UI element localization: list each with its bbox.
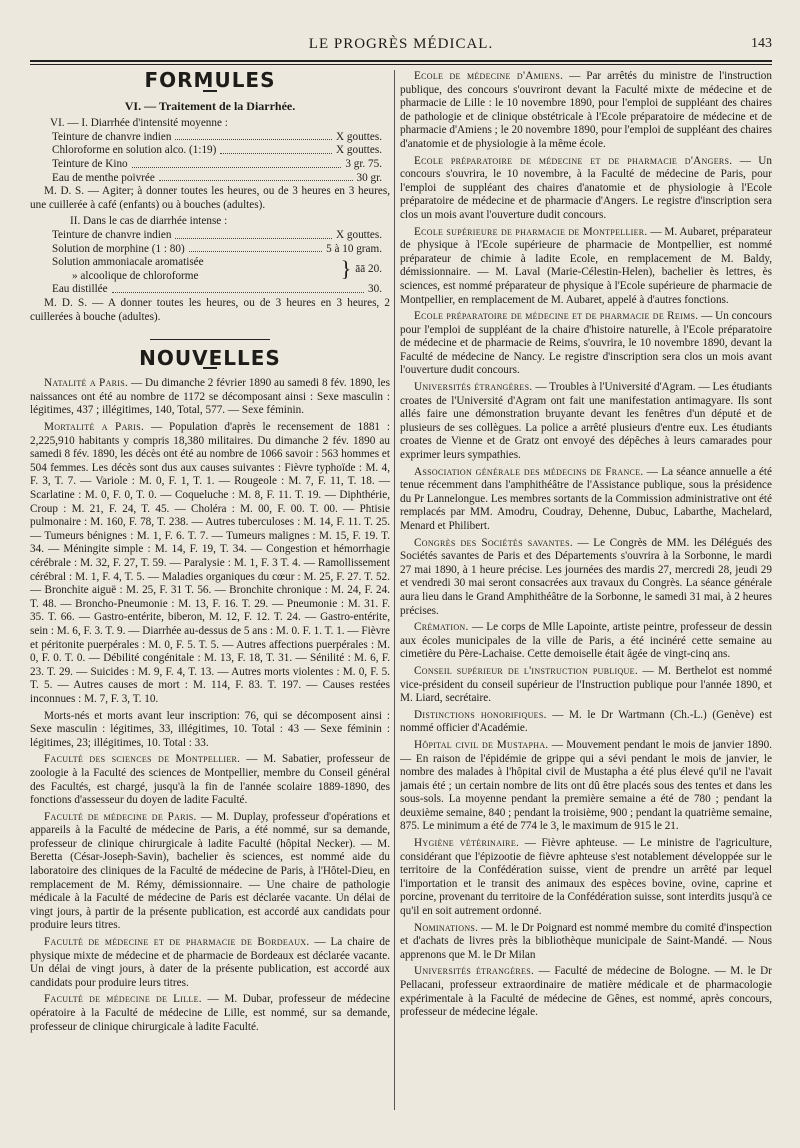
recipe-row (52, 144, 382, 158)
formules-subtitle: VI. — Traitement de la Diarrhée. (124, 98, 296, 113)
right-column (400, 70, 772, 1080)
news-item (400, 665, 772, 706)
news-item (400, 70, 772, 152)
leader-dots (132, 158, 342, 168)
news-text: — Du dimanche 2 février 1890 au samedi 8 fév. 1890, les naissances ont été au nombre de 1172 se décomposant ainsi : Sexe masculin : légitimes, 437 ; illégitimes, 140, Total, 577. — Sexe féminin. (30, 377, 390, 417)
news-heading: Ecole supérieure de pharmacie de Montpellier. (414, 225, 648, 238)
news-text: — La chaire de physique mixte de médecine et de pharmacie de Bordeaux est déclarée vacante. Un délai de vingt jours, à dater de la présente publication, est accordé aux candidats pour produire leurs titres. (30, 936, 390, 989)
news-heading: Faculté de médecine de Lille. (44, 993, 202, 1006)
recipe-row (52, 131, 382, 145)
running-title: LE PROGRÈS MÉDICAL. (308, 36, 494, 52)
formula-instructions: M. D. S. — Agiter; à donner toutes les heures, ou de 3 heures en 3 heures, une cuillerée à café (enfants) ou à bouches (adultes). (30, 185, 390, 211)
news-heading: Faculté de médecine de Paris. (44, 810, 197, 823)
news-text: — M. le Dr Poignard est nommé membre du comité d'inspection et d'achats de livres près la bibliothèque municipale de Saint-Mandé. — Nous apprenons que M. le Dr Milan (400, 921, 772, 961)
news-heading: Conseil supérieur de l'instruction publique. (414, 664, 638, 677)
header-rule-thin (30, 64, 772, 65)
recipe-quantity: 30 gr. (356, 171, 382, 184)
news-item (400, 837, 772, 919)
news-heading: Ecole préparatoire de médecine et de pharmacie d'Angers. (414, 154, 733, 167)
recipe-ingredient: Eau de menthe poivrée (52, 171, 155, 184)
news-heading: Universités étrangères. (414, 965, 535, 978)
news-text: — Troubles à l'Université d'Agram. — Les étudiants croates de l'Université d'Agram ont fait une manifestation antimagyare. Ils sont allés faire une démonstration bruyante devant les fenêtres d'un député et de plusieurs de ses collègues. La police a arrêté plusieurs d'entre eux. Les étudiants croates de Vienne et de Gratz ont envoyé des dépêches à leurs camarades pour exprimer leurs sympathies. (400, 381, 772, 462)
news-text: — M. Sabatier, professeur de zoologie à la Faculté des sciences de Montpellier, membre du Conseil général des Facultés, est chargé, jusqu'à la fin de l'année scolaire 1889-1890, des fonctions d'assesseur du doyen de ladite Faculté. (30, 753, 390, 807)
news-heading: Faculté des sciences de Montpellier. (44, 753, 241, 766)
recipe-list (52, 229, 382, 256)
recipe-row (52, 158, 382, 172)
news-item (400, 709, 772, 736)
news-item (30, 993, 390, 1034)
recipe-quantity: X gouttes. (336, 228, 382, 241)
recipe-quantity: āā 20. (355, 262, 382, 275)
news-item (30, 421, 390, 706)
news-text: — Le Congrès de MM. les Délégués des Sociétés savantes de Paris et des Départements s'ouvrira à la Sorbonne, le mardi 27 mai 1890, à 1 heure précise. Les journées des mardis 27, mercredi 28, jeudi 29 et vendredi 30 mai seront consacrées aux travaux du Congrès. La séance générale aura lieu dans le Grand Amphithéâtre de la Sorbonne, le samedi 31 mai, à 2 heures précises. (400, 536, 772, 617)
column-divider (394, 70, 395, 1110)
news-heading: Crémation. (414, 621, 469, 634)
news-text: — Un concours pour l'emploi de suppléant de la chaire d'histoire naturelle, à l'Ecole préparatoire de médecine et de pharmacie de Reims, s'ouvrira, le 10 novembre 1890, devant la Faculté de médecine de Nancy. Le registre d'inscription sera clos un mois avant l'ouverture dudit concours. (400, 310, 772, 377)
news-text: — M. Aubaret, préparateur de physique à l'Ecole supérieure de pharmacie de Montpellier, est nommé préparateur de chimie à ladite Ecole, en remplacement de M. Baldy, démissionnaire. — M. Laval (Marie-Célestin-Helen), bachelier ès lettres, ès sciences, est nommé préparateur de physique à l'Ecole supérieure de pharmacie de Montpellier, en remplacement de M. Aubaret, appelé à d'autres fonctions. (400, 225, 772, 306)
recipe-ingredient: Chloroforme en solution alco. (1:19) (52, 144, 217, 157)
recipe-row (52, 172, 382, 186)
news-list-left (30, 377, 390, 1034)
recipe-list (52, 131, 382, 185)
recipe-quantity: X gouttes. (336, 144, 382, 157)
news-item (400, 310, 772, 378)
recipe-ingredient: Teinture de Kino (52, 157, 128, 170)
news-text: — Population d'après le recensement de 1881 : 2,225,910 habitants y compris 18,380 militaires. Du dimanche 2 fév. 1890 au samedi 8 fév. 1890, les décès ont été au nombre de 1066 savoir : 563 hommes et 504 femmes. Les décès sont dus aux causes suivantes : Fièvre typhoïde : M. 4, F. 3, T. 7. — Variole : M. 0, F. 1, T. 1. — Rougeole : M. 7, F. 11, T. 18. — Scarlatine : M. 0, F. 0, T. 0. — Coqueluche : M. 8, F. 11. T. 19. — Diphthérie, Croup : M. 21, F. 24, T. 45. — Choléra : M. 00, F. 00. T. 00. — Phtisie pulmonaire : M. 160, F. 78, T. 238. — Autres tuberculoses : M. 14, F. 11. T. 25. — Tumeurs bénignes : M. 1, F. 6. T. 7. — Tumeurs malignes : M. 15, F. 19. T. 34. — Méningite simple : M. 14, F. 19, T. 34. — Congestion et hémorrhagie cérébrale : M. 32, F. 27, T. 59. — Paralysie : M. 1, F. 3 T. 4. — Ramollissement cérébral : M. 1, F. 4, T. 5. — Maladies organiques du cœur : M. 25, F. 27. T. 52. — Bronchite aiguë : M. 25, F. 31 T. 56. — Bronchite chronique : M. 24, F. 24. T. 48. — Broncho-Pneumonie : M. 13, F. 16. T. 29. — Pneumonie : M. 31. F. 35. T. 66. — Gastro-entérite, biberon, M. 12, F. 12. T. 24. — Gastro-entérite, sein : M. 6, F. 3. T. 9. — Diarrhée au-dessus de 5 ans : M. 0. F. 1. T. 1. — Fièvre et péritonite puerpérales : M. 0, F. 5. T. 5. — Autres affections puerpérales : M. 0, F. 0. T. 0. — Débilité congénitale : M. 13, F. 18, T. 31. — Sénilité : M. 6, F. 23. T. 29. — Suicides : M. 9, F. 4, T. 13. — Autres morts violentes : M. 0, F. 5. T. 5. — Autres causes de mort : M. 114, F. 83. T. 197. — Causes restées inconnues : M. 7, F. 3, T. 10. (30, 421, 390, 705)
news-item (400, 965, 772, 1019)
recipe-brace-group (52, 256, 382, 283)
formula-line: VI. — I. Diarrhée d'intensité moyenne : (50, 117, 228, 130)
recipe-row (52, 243, 382, 257)
recipe-row (52, 229, 382, 243)
news-heading: Faculté de médecine et de pharmacie de Bordeaux. (44, 936, 310, 949)
recipe-quantity: 5 à 10 gram. (326, 242, 382, 255)
news-item (30, 710, 390, 751)
recipe-row (52, 283, 382, 297)
news-text: Morts-nés et morts avant leur inscription: 76, qui se décomposent ainsi : Sexe masculin : légitimes, 33, illégitimes, 10. Total : 43 — Sexe féminin : légitimes, 23; illégitimes, 10. Total : 33. (30, 709, 390, 749)
recipe-quantity: 30. (368, 283, 382, 296)
news-text: — M. Berthelot est nommé vice-président du conseil supérieur de l'Instruction publique pour l'année 1890, et M. Liard, secrétaire. (400, 664, 772, 705)
leader-dots (220, 144, 332, 154)
news-item (400, 922, 772, 963)
recipe-ingredient: Teinture de chanvre indien (52, 130, 172, 143)
news-text: — Fièvre aphteuse. — Le ministre de l'agriculture, considérant que l'épizootie de fièvre aphteuse s'est notablement développée sur le territoire de la Confédération suisse, vient de prendre un arrêté par lequel l'importation et le transit des animaux des espèces bovine, ovine, caprine et porcine, provenant du territoire de la Confédération suisse, sont interdits jusqu'à ce qu'il en soit autrement ordonné. (400, 837, 772, 918)
news-heading: Natalité a Paris. (44, 377, 129, 390)
header-rule (30, 60, 772, 62)
brace-icon: } (340, 256, 352, 282)
news-heading: Association générale des médecins de France. (414, 465, 644, 478)
formula-line: II. Dans le cas de diarrhée intense : (70, 215, 228, 228)
news-heading: Congrès des Sociétés savantes. (414, 536, 573, 549)
news-item (30, 753, 390, 807)
recipe-quantity: 3 gr. 75. (345, 157, 382, 170)
news-text: — M. Dubar, professeur de médecine opératoire à la Faculté de médecine de Lille, est nommé, sur sa demande, professeur de clinique chirurgicale à ladite Faculté. (30, 993, 390, 1033)
news-list-right (400, 70, 772, 1020)
leader-dots (175, 131, 332, 141)
news-item (400, 381, 772, 463)
recipe-ingredient: Solution ammoniacale aromatisée (52, 256, 204, 269)
news-heading: Nominations. (414, 921, 479, 934)
recipe-ingredient: » alcoolique de chloroforme (72, 269, 199, 282)
news-item (30, 377, 390, 418)
news-item (400, 537, 772, 619)
news-heading: Mortalité a Paris. (44, 421, 145, 434)
formula-instructions: M. D. S. — A donner toutes les heures, ou de 3 heures en 3 heures, 2 cuillerées à bouche (adultes). (30, 296, 390, 323)
news-heading: Ecole de médecine d'Amiens. (414, 70, 564, 82)
leader-dots (175, 229, 332, 239)
section-ornament (30, 332, 390, 346)
news-heading: Distinctions honorifiques. (414, 708, 547, 721)
left-column (30, 70, 390, 1130)
news-item (400, 621, 772, 662)
news-item (400, 739, 772, 834)
recipe-ingredient: Eau distillée (52, 283, 108, 296)
news-item (30, 811, 390, 933)
news-heading: Hôpital civil de Mustapha. (414, 738, 549, 751)
page-header (30, 34, 772, 60)
leader-dots (112, 283, 364, 293)
nouvelles-title: NOUVELLES (139, 345, 281, 370)
news-item (400, 226, 772, 308)
leader-dots (189, 243, 322, 253)
recipe-quantity: X gouttes. (336, 130, 382, 143)
news-text: — M. le Dr Wartmann (Ch.-L.) (Genève) est nommé officier d'Académie. (400, 708, 772, 735)
news-item (400, 466, 772, 534)
formules-title: FORMULES (144, 70, 276, 92)
news-text: — Faculté de médecine de Bologne. — M. le Dr Pellacani, professeur extraordinaire de matière médicale et de pharmacologie expérimentale à la Faculté de médecine de Gênes, est nommé, après concours, professeur de médecine légale. (400, 965, 772, 1019)
news-text: — Un concours s'ouvrira, le 10 novembre, à la Faculté de médecine de Paris, pour l'emploi de suppléant des chaires d'anatomie et de physiologie à l'Ecole préparatoire de médecine et de pharmacie d'Angers. Le registre d'inscription sera clos un mois avant l'ouverture dudit concours. (400, 154, 772, 221)
news-item (30, 936, 390, 990)
news-heading: Universités étrangères. (414, 381, 533, 394)
news-text: — M. Duplay, professeur d'opérations et appareils à la Faculté de médecine de Paris, a été nommé, sur sa demande, professeur de clinique chirurgicale à ladite Faculté (hôpital Necker). — M. Beretta (César-Joseph-Savin), bachelier ès sciences, est nommé aide du laboratoire des cliniques de la Faculté de médecine de Paris, à l'Hôtel-Dieu, en remplacement de M. Rémy, démissionnaire. — Une chaire de pathologie médicale à la Faculté de médecine de Paris est déclarée vacante. Un délai de vingt jours, à partir de la présente publication, est accordé aux candidats pour produire leurs titres. (30, 810, 390, 932)
page-number: 143 (751, 36, 772, 51)
news-heading: Ecole préparatoire de médecine et de pharmacie de Reims. (414, 310, 699, 323)
recipe-list (52, 283, 382, 297)
recipe-ingredient: Solution de morphine (1 : 80) (52, 242, 185, 255)
news-text: — Le corps de Mlle Lapointe, artiste peintre, professeur de dessin aux écoles municipales de la ville de Paris, a été incinéré cette semaine au cimetière du Père-Lachaise. Cette demoiselle était âgée de vingt-cinq ans. (400, 621, 772, 661)
news-text: — Mouvement pendant le mois de janvier 1890. — En raison de l'épidémie de grippe qui a sévi pendant le mois de janvier, le nombre des malades à l'hôpital civil de Mustapha a été plus élevé qu'il ne l'avait jamais été ; un certain nombre de lits ont dû être placés sous des tentes et dans les sous-sols. La moyenne pendant la première semaine a été de 780 ; pendant la deuxième semaine, 840 ; pendant la troisième, 900 ; pendant la quatrième semaine, 875. Le minimum a été de 774 le 3, le maximum de 915 le 21. (400, 738, 772, 833)
news-heading: Hygiène vétérinaire. (414, 837, 520, 850)
news-text: — Par arrêtés du ministre de l'instruction publique, des concours s'ouvriront devant la Faculté mixte de médecine et de pharmacie de Lille : le 10 novembre 1890, pour l'emploi de suppléant des chaires de pathologie et de clinique obstétricale à l'Ecole préparatoire de médecine et de pharmacie d'Amiens ; le 20 novembre 1890, pour l'emploi de suppléant des chaires d'anatomie et de physiologie à la même école. (400, 70, 772, 150)
recipe-ingredient: Teinture de chanvre indien (52, 228, 172, 241)
news-item (400, 155, 772, 223)
leader-dots (159, 172, 353, 182)
news-text: — La séance annuelle a été tenue récemment dans l'amphithéâtre de l'Assistance publique, sous la présidence du Pr Lannelongue. Les membres sortants de la Commission administrative ont été remplacés par MM. Amodru, Coudray, Dehenne, Dubuc, Labarthe, Machelard, Menard et Philibert. (400, 465, 772, 532)
